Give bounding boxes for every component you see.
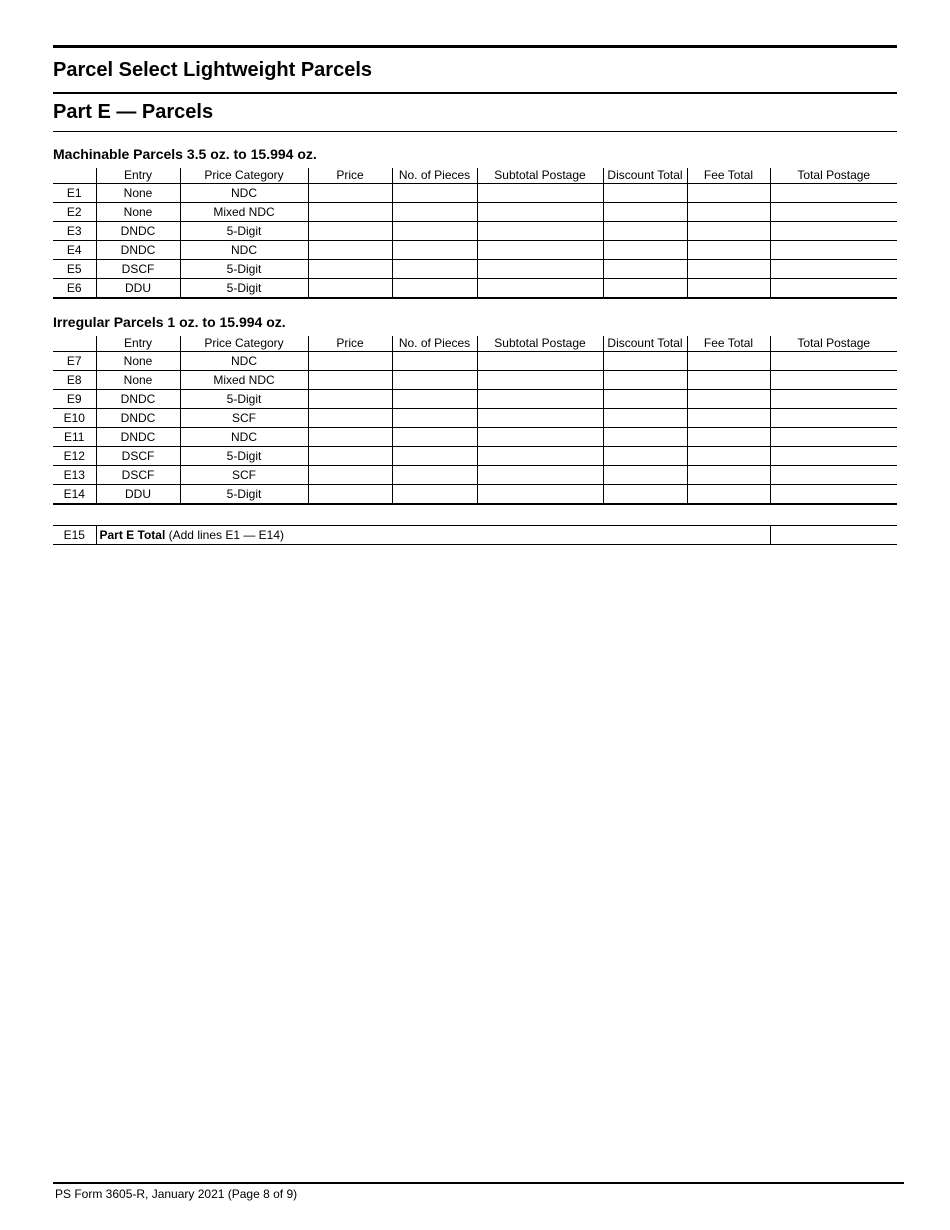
row-subtotal-input[interactable]: [477, 371, 603, 390]
row-category: NDC: [180, 241, 308, 260]
total-label: [96, 526, 770, 545]
row-subtotal-input[interactable]: [477, 485, 603, 505]
row-discount-input[interactable]: [603, 279, 687, 299]
table-row: [53, 428, 897, 447]
row-discount-input[interactable]: [603, 371, 687, 390]
table-row: [53, 222, 897, 241]
row-fee-input[interactable]: [687, 184, 770, 203]
row-line: E2: [53, 203, 96, 222]
row-subtotal-input[interactable]: [477, 222, 603, 241]
row-subtotal-input[interactable]: [477, 241, 603, 260]
table-row: [53, 409, 897, 428]
row-category: 5-Digit: [180, 260, 308, 279]
row-discount-input[interactable]: [603, 409, 687, 428]
part-e-total-row: [53, 526, 897, 545]
row-pieces-input[interactable]: [392, 428, 477, 447]
row-line: E7: [53, 352, 96, 371]
row-price-input[interactable]: [308, 222, 392, 241]
row-category: NDC: [180, 428, 308, 447]
machinable-col-header-1: Entry: [96, 168, 180, 184]
row-subtotal-input[interactable]: [477, 184, 603, 203]
machinable-col-header-7: Fee Total: [687, 168, 770, 184]
row-pieces-input[interactable]: [392, 352, 477, 371]
row-price-input[interactable]: [308, 466, 392, 485]
row-total-input[interactable]: [770, 409, 897, 428]
part-rule: [53, 131, 897, 132]
row-category: 5-Digit: [180, 390, 308, 409]
row-price-input[interactable]: [308, 485, 392, 505]
total-line-number: E15: [53, 526, 96, 545]
machinable-col-header-6: Discount Total: [603, 168, 687, 184]
form-title: Parcel Select Lightweight Parcels: [53, 59, 373, 81]
row-discount-input[interactable]: [603, 466, 687, 485]
row-discount-input[interactable]: [603, 447, 687, 466]
row-total-input[interactable]: [770, 447, 897, 466]
row-category: Mixed NDC: [180, 203, 308, 222]
row-subtotal-input[interactable]: [477, 409, 603, 428]
machinable-header-row: [53, 168, 897, 184]
machinable-col-header-5: Subtotal Postage: [477, 168, 603, 184]
irregular-col-header-3: Price: [308, 336, 392, 352]
row-pieces-input[interactable]: [392, 222, 477, 241]
row-fee-input[interactable]: [687, 352, 770, 371]
row-price-input[interactable]: [308, 241, 392, 260]
row-discount-input[interactable]: [603, 428, 687, 447]
table-row: [53, 447, 897, 466]
row-subtotal-input[interactable]: [477, 260, 603, 279]
row-category: 5-Digit: [180, 279, 308, 299]
row-pieces-input[interactable]: [392, 390, 477, 409]
row-pieces-input[interactable]: [392, 279, 477, 299]
footer-rule: [53, 1182, 904, 1184]
title-rule: [53, 92, 897, 94]
top-rule: [53, 45, 897, 48]
row-total-input[interactable]: [770, 428, 897, 447]
total-label-rest: (Add lines E1 — E14): [165, 528, 285, 542]
row-discount-input[interactable]: [603, 241, 687, 260]
row-total-input[interactable]: [770, 466, 897, 485]
row-price-input[interactable]: [308, 352, 392, 371]
row-entry: DSCF: [96, 447, 180, 466]
irregular-col-header-7: Fee Total: [687, 336, 770, 352]
row-fee-input[interactable]: [687, 260, 770, 279]
row-price-input[interactable]: [308, 390, 392, 409]
machinable-rows: [53, 184, 897, 299]
row-category: SCF: [180, 409, 308, 428]
row-fee-input[interactable]: [687, 371, 770, 390]
row-price-input[interactable]: [308, 184, 392, 203]
table-row: [53, 279, 897, 299]
row-price-input[interactable]: [308, 447, 392, 466]
row-discount-input[interactable]: [603, 390, 687, 409]
row-pieces-input[interactable]: [392, 447, 477, 466]
irregular-rows: [53, 352, 897, 505]
row-entry: DSCF: [96, 466, 180, 485]
row-total-input[interactable]: [770, 222, 897, 241]
row-pieces-input[interactable]: [392, 241, 477, 260]
total-postage-input[interactable]: [770, 526, 897, 545]
row-total-input[interactable]: [770, 279, 897, 299]
row-entry: DNDC: [96, 428, 180, 447]
row-pieces-input[interactable]: [392, 203, 477, 222]
row-total-input[interactable]: [770, 241, 897, 260]
row-category: SCF: [180, 466, 308, 485]
irregular-col-header-2: Price Category: [180, 336, 308, 352]
irregular-col-header-0: [53, 336, 96, 352]
row-total-input[interactable]: [770, 371, 897, 390]
row-entry: DNDC: [96, 222, 180, 241]
row-total-input[interactable]: [770, 352, 897, 371]
row-subtotal-input[interactable]: [477, 203, 603, 222]
row-discount-input[interactable]: [603, 203, 687, 222]
row-price-input[interactable]: [308, 279, 392, 299]
row-price-input[interactable]: [308, 409, 392, 428]
row-subtotal-input[interactable]: [477, 428, 603, 447]
table-row: [53, 466, 897, 485]
row-subtotal-input[interactable]: [477, 352, 603, 371]
row-line: E11: [53, 428, 96, 447]
row-line: E8: [53, 371, 96, 390]
machinable-heading: Machinable Parcels 3.5 oz. to 15.994 oz.: [53, 146, 317, 162]
part-title: Part E — Parcels: [53, 101, 214, 123]
table-row: [53, 485, 897, 505]
row-discount-input[interactable]: [603, 485, 687, 505]
row-entry: None: [96, 203, 180, 222]
row-fee-input[interactable]: [687, 409, 770, 428]
row-pieces-input[interactable]: [392, 184, 477, 203]
row-entry: DNDC: [96, 241, 180, 260]
row-category: NDC: [180, 352, 308, 371]
row-total-input[interactable]: [770, 390, 897, 409]
row-fee-input[interactable]: [687, 466, 770, 485]
row-line: E10: [53, 409, 96, 428]
table-row: [53, 260, 897, 279]
row-line: E9: [53, 390, 96, 409]
irregular-col-header-1: Entry: [96, 336, 180, 352]
row-entry: None: [96, 352, 180, 371]
row-pieces-input[interactable]: [392, 371, 477, 390]
row-fee-input[interactable]: [687, 390, 770, 409]
irregular-header-row: [53, 336, 897, 352]
total-label-bold: Part E Total: [99, 528, 166, 542]
row-category: 5-Digit: [180, 485, 308, 505]
table-row: [53, 390, 897, 409]
row-fee-input[interactable]: [687, 203, 770, 222]
machinable-table: [53, 168, 897, 299]
row-total-input[interactable]: [770, 485, 897, 505]
row-discount-input[interactable]: [603, 352, 687, 371]
row-line: E12: [53, 447, 96, 466]
row-discount-input[interactable]: [603, 260, 687, 279]
machinable-col-header-3: Price: [308, 168, 392, 184]
irregular-col-header-8: Total Postage: [770, 336, 897, 352]
part-e-total-table: [53, 525, 897, 545]
row-category: 5-Digit: [180, 222, 308, 241]
row-discount-input[interactable]: [603, 184, 687, 203]
irregular-col-header-4: No. of Pieces: [392, 336, 477, 352]
row-total-input[interactable]: [770, 260, 897, 279]
table-row: [53, 371, 897, 390]
row-price-input[interactable]: [308, 260, 392, 279]
row-subtotal-input[interactable]: [477, 466, 603, 485]
row-line: E6: [53, 279, 96, 299]
machinable-col-header-4: No. of Pieces: [392, 168, 477, 184]
table-row: [53, 352, 897, 371]
table-row: [53, 184, 897, 203]
row-total-input[interactable]: [770, 203, 897, 222]
row-total-input[interactable]: [770, 184, 897, 203]
row-line: E1: [53, 184, 96, 203]
row-entry: None: [96, 371, 180, 390]
row-pieces-input[interactable]: [392, 260, 477, 279]
row-fee-input[interactable]: [687, 428, 770, 447]
row-price-input[interactable]: [308, 428, 392, 447]
table-row: [53, 203, 897, 222]
row-line: E13: [53, 466, 96, 485]
row-line: E4: [53, 241, 96, 260]
row-price-input[interactable]: [308, 203, 392, 222]
row-fee-input[interactable]: [687, 241, 770, 260]
row-entry: None: [96, 184, 180, 203]
row-discount-input[interactable]: [603, 222, 687, 241]
row-fee-input[interactable]: [687, 222, 770, 241]
row-category: Mixed NDC: [180, 371, 308, 390]
row-entry: DDU: [96, 279, 180, 299]
row-category: 5-Digit: [180, 447, 308, 466]
row-fee-input[interactable]: [687, 279, 770, 299]
row-pieces-input[interactable]: [392, 485, 477, 505]
row-line: E14: [53, 485, 96, 505]
row-price-input[interactable]: [308, 371, 392, 390]
row-entry: DNDC: [96, 390, 180, 409]
irregular-table: [53, 336, 897, 505]
row-subtotal-input[interactable]: [477, 390, 603, 409]
machinable-col-header-8: Total Postage: [770, 168, 897, 184]
row-line: E5: [53, 260, 96, 279]
table-row: [53, 241, 897, 260]
irregular-col-header-6: Discount Total: [603, 336, 687, 352]
row-entry: DNDC: [96, 409, 180, 428]
row-entry: DDU: [96, 485, 180, 505]
row-pieces-input[interactable]: [392, 409, 477, 428]
machinable-col-header-2: Price Category: [180, 168, 308, 184]
row-line: E3: [53, 222, 96, 241]
row-subtotal-input[interactable]: [477, 279, 603, 299]
irregular-col-header-5: Subtotal Postage: [477, 336, 603, 352]
row-category: NDC: [180, 184, 308, 203]
row-fee-input[interactable]: [687, 447, 770, 466]
row-pieces-input[interactable]: [392, 466, 477, 485]
machinable-col-header-0: [53, 168, 96, 184]
row-fee-input[interactable]: [687, 485, 770, 505]
row-entry: DSCF: [96, 260, 180, 279]
row-subtotal-input[interactable]: [477, 447, 603, 466]
irregular-heading: Irregular Parcels 1 oz. to 15.994 oz.: [53, 314, 286, 330]
form-footer: PS Form 3605-R, January 2021 (Page 8 of 9): [55, 1187, 298, 1201]
